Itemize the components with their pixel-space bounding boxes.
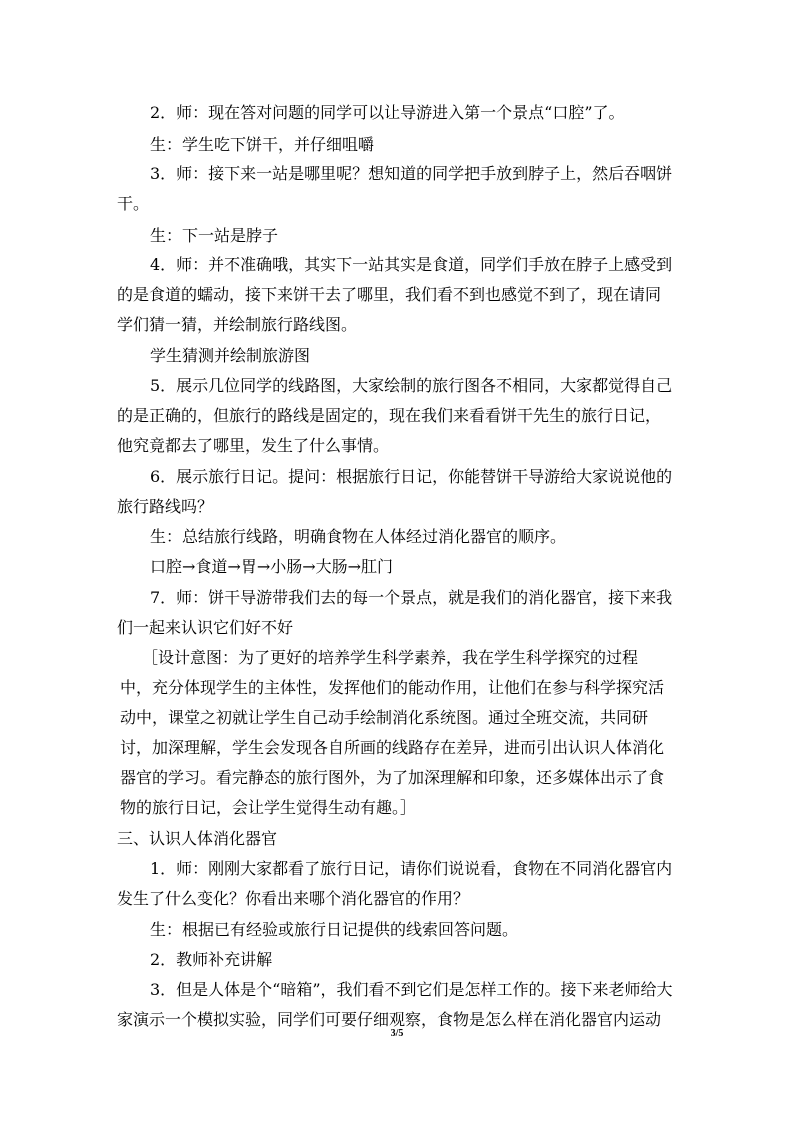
paragraph-line: 生：下一站是脖子 [150,226,279,245]
paragraph-line: 7．师：饼干导游带我们去的每一个景点，就是我们的消化器官，接下来我 [150,588,673,607]
paragraph-line: 学们猜一猜，并绘制旅行路线图。 [117,315,358,334]
paragraph-line: 1．师：刚刚大家都看了旅行日记，请你们说说看，食物在不同消化器官内 [150,859,673,878]
paragraph-line: 的是正确的，但旅行的路线是固定的，现在我们来看看饼干先生的旅行日记， [117,406,662,425]
design-intent-line: 动中，课堂之初就让学生自己动手绘制消化系统图。通过全班交流，共同研 [120,708,649,727]
design-intent-line: 物的旅行日记，会让学生觉得生动有趣。］ [120,798,417,817]
paragraph-line: 家演示一个模拟实验，同学们可要仔细观察，食物是怎么样在消化器官内运动 [117,1010,662,1029]
paragraph-line: 生：学生吃下饼干，并仔细咀嚼 [150,135,375,154]
paragraph-line: 4．师：并不准确哦，其实下一站其实是食道，同学们手放在脖子上感受到 [150,255,673,274]
section-heading: 三、认识人体消化器官 [117,829,278,848]
paragraph-line: 生：根据已有经验或旅行日记提供的线索回答问题。 [150,920,519,939]
paragraph-line: 6．展示旅行日记。提问：根据旅行日记，你能替饼干导游给大家说说他的 [150,467,673,486]
paragraph-line: 们一起来认识它们好不好 [117,618,294,637]
paragraph-line: 干。 [117,194,150,213]
paragraph-line: 生：总结旅行线路，明确食物在人体经过消化器官的顺序。 [150,527,567,546]
paragraph-line: 学生猜测并绘制旅游图 [150,346,311,365]
paragraph-line: 5．展示几位同学的线路图，大家绘制的旅行图各不相同，大家都觉得自己 [150,376,673,395]
paragraph-line: 的是食道的蠕动，接下来饼干去了哪里，我们看不到也感觉不到了，现在请同 [117,285,662,304]
paragraph-line: 他究竟都去了哪里，发生了什么事情。 [117,436,390,455]
design-intent-line: 中，充分体现学生的主体性，发挥他们的能动作用，让他们在参与科学探究活 [120,678,665,697]
design-intent-line: ［设计意图：为了更好的培养学生科学素养，我在学生科学探究的过程 [142,648,639,667]
page-number: 3/5 [390,1028,404,1039]
paragraph-line: 2．师：现在答对问题的同学可以让导游进入第一个景点“口腔”了。 [150,103,625,122]
paragraph-line: 发生了什么变化？你看出来哪个消化器官的作用？ [117,889,470,908]
paragraph-line: 3．师：接下来一站是哪里呢？想知道的同学把手放到脖子上，然后吞咽饼 [150,164,673,183]
paragraph-line: 旅行路线吗？ [117,497,214,516]
paragraph-line: 2．教师补充讲解 [150,950,273,969]
design-intent-line: 讨，加深理解，学生会发现各自所画的线路存在差异，进而引出认识人体消化 [120,738,665,757]
design-intent-line: 器官的学习。看完静态的旅行图外，为了加深理解和印象，还多媒体出示了食 [120,768,665,787]
digestive-route-line: 口腔→食道→胃→小肠→大肠→肛门 [150,557,394,576]
paragraph-line: 3．但是人体是个“暗箱”，我们看不到它们是怎样工作的。接下来老师给大 [150,980,673,999]
